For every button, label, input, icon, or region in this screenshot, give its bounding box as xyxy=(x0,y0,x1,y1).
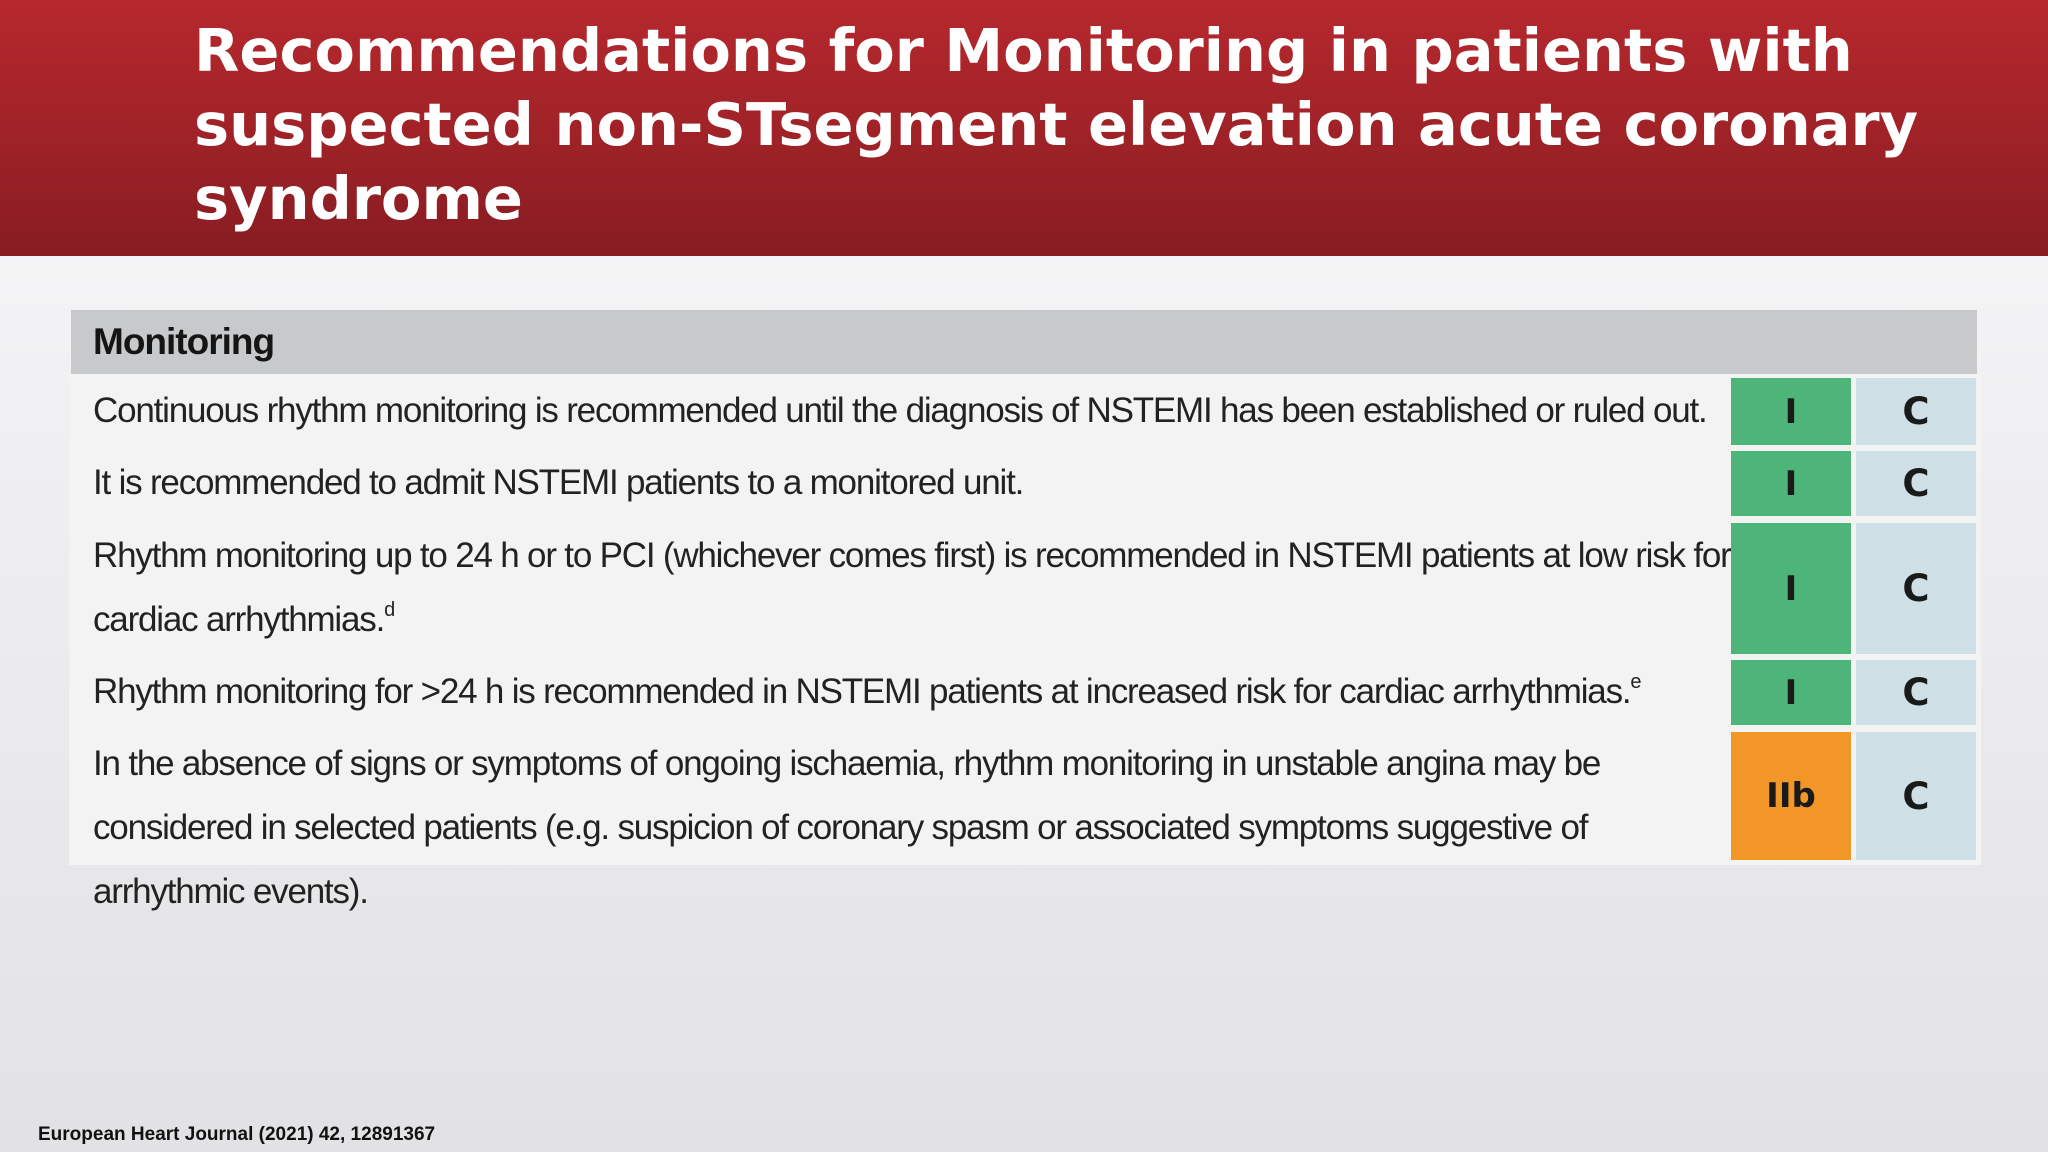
recommendations-table xyxy=(69,310,1981,911)
recommendation-text: It is recommended to admit NSTEMI patients to a monitored unit. xyxy=(93,463,1024,502)
class-cell: I xyxy=(1731,523,1851,654)
recommendation-text: Rhythm monitoring for >24 h is recommended in NSTEMI patients at increased risk for cardiac arrhythmias.$^e$ xyxy=(93,671,1641,711)
section-title: Monitoring xyxy=(93,321,275,362)
level-cell: C xyxy=(1856,660,1976,725)
class-cell: IIb xyxy=(1731,732,1851,860)
level-cell: C xyxy=(1856,523,1976,654)
slide-title: Recommendations for Monitoring in patients with suspected non-STsegment elevation acute coronary syndrome xyxy=(194,16,1919,233)
source-citation: European Heart Journal (2021) 42, 12891367 xyxy=(38,1124,436,1145)
table-row xyxy=(69,378,1981,445)
table-row xyxy=(69,523,1981,654)
class-cell: I xyxy=(1731,660,1851,725)
class-cell: I xyxy=(1731,451,1851,516)
class-cell: I xyxy=(1731,378,1851,445)
level-cell: C xyxy=(1856,732,1976,860)
recommendation-text: Rhythm monitoring up to 24 h or to PCI (whichever comes first) is recommended in NSTEMI patients at low risk for cardiac arrhythmias.$^d$ xyxy=(93,536,1731,639)
level-cell: C xyxy=(1856,378,1976,445)
title-banner xyxy=(0,0,2048,256)
recommendation-text: Continuous rhythm monitoring is recommended until the diagnosis of NSTEMI has been established or ruled out. xyxy=(93,391,1707,430)
table-row xyxy=(69,451,1981,516)
table-section-header xyxy=(71,310,1977,374)
table-row xyxy=(69,660,1981,725)
level-cell: C xyxy=(1856,451,1976,516)
recommendation-text: In the absence of signs or symptoms of ongoing ischaemia, rhythm monitoring in unstable angina may be considered in selected patients (e.g. suspicion of coronary spasm or associated symptoms suggestive of arrhythmic events). xyxy=(93,744,1601,911)
table-row xyxy=(69,732,1981,911)
